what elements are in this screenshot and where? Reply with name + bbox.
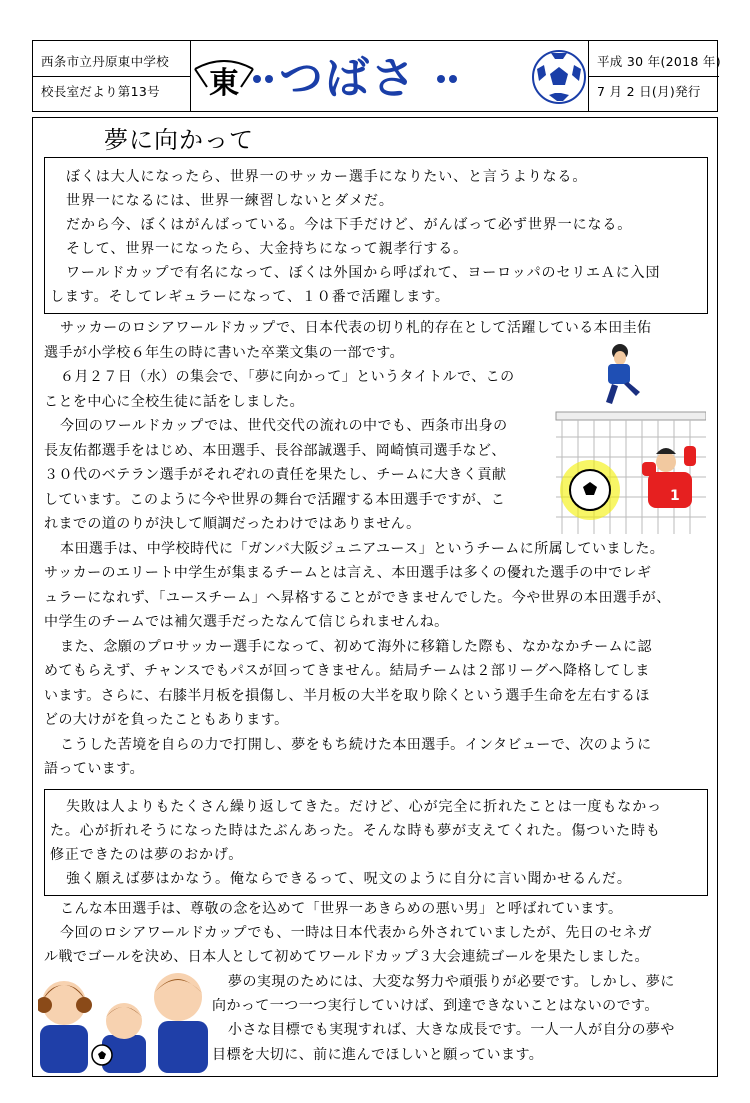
body-line: 今回のロシアワールドカップでも、一時は日本代表から外されていましたが、先日のセネガ: [60, 925, 653, 941]
body-line: 選手が小学校６年生の時に書いた卒業文集の一部です。: [44, 345, 405, 361]
quote2-line: 強く願えば夢はかなう。俺ならできるって、呪文のように自分に言い聞かせるんだ。: [66, 871, 632, 887]
body-line: れまでの道のりが決して順調だったわけではありません。: [44, 516, 421, 532]
body-line: サッカーのエリート中学生が集まるチームとは言え、本田選手は多くの優れた選手の中でレギ: [44, 565, 652, 581]
body-line: 今回のワールドカップでは、世代交代の流れの中でも、西条市出身の: [60, 418, 508, 434]
body-line: ことを中心に全校生徒に話をしました。: [44, 394, 305, 410]
masthead-title-art: [251, 47, 511, 105]
quote1-line: そして、世界一になったら、大金持ちになって親孝行する。: [66, 241, 469, 257]
quote2-line: 失敗は人よりもたくさん繰り返してきた。だけど、心が完全に折れたことは一度もなかっ: [66, 799, 662, 815]
body-line: サッカーのロシアワールドカップで、日本代表の切り札的存在として活躍している本田圭佑: [60, 320, 652, 336]
masthead-title-cell: [191, 41, 588, 111]
article-title: 夢に向かって: [104, 126, 254, 154]
publish-year: 平成 30 年(2018 年): [597, 54, 721, 69]
school-emblem-icon: [193, 47, 255, 105]
body-line: 向かって一つ一つ実行していけば、到達できないことはないのです。: [212, 998, 659, 1014]
masthead-header: [32, 40, 721, 112]
body-line: ６月２７日（水）の集会で、「夢に向かって」というタイトルで、この: [60, 369, 515, 385]
school-info-cell: [33, 41, 191, 111]
body-line: 本田選手は、中学校時代に「ガンバ大阪ジュニアユース」というチームに所属していました。: [60, 541, 665, 557]
body-line: また、念願のプロサッカー選手になって、初めて海外に移籍した際も、なかなかチームに認: [60, 639, 652, 655]
body-line: 語っています。: [44, 761, 145, 777]
body-line: 夢の実現のためには、大変な努力や頑張りが必要です。しかし、夢に: [228, 974, 675, 990]
quote2-line: た。心が折れそうになった時はたぶんあった。そんな時も夢が支えてくれた。傷ついた時も: [50, 823, 661, 839]
soccer-ball-icon: [531, 47, 589, 107]
quote1-line: だから今、ぼくはがんばっている。今は下手だけど、がんばって必ず世界一になる。: [66, 217, 633, 233]
newsletter-issue: 校長室だより第13号: [41, 84, 160, 99]
body-line: ル戦でゴールを決め、日本人として初めてワールドカップ３大会連続ゴールを果たしました。: [44, 949, 649, 965]
body-line: こんな本田選手は、尊敬の念を込めて「世界一あきらめの悪い男」と呼ばれています。: [60, 901, 623, 917]
school-name: 西条市立丹原東中学校: [41, 54, 170, 69]
quote1-line: ワールドカップで有名になって、ぼくは外国から呼ばれて、ヨーロッパのセリエＡに入団: [66, 265, 661, 281]
soccer-goal-illustration: [548, 342, 706, 534]
body-line: ３０代のベテラン選手がそれぞれの責任を果たし、チームに大きく貢献: [44, 467, 507, 483]
masthead-title: つばさ: [279, 53, 417, 104]
publish-date: 7 月 2 日(月)発行: [597, 84, 701, 99]
body-line: 目標を大切に、前に進んでほしいと願っています。: [212, 1047, 544, 1063]
body-line: こうした苦境を自らの力で打開し、夢をもち続けた本田選手。インタビューで、次のように: [60, 737, 652, 753]
date-cell: [588, 41, 719, 111]
svg-text:1: 1: [670, 488, 680, 504]
logo-char: 東: [209, 66, 239, 101]
quote1-line: します。そしてレギュラーになって、１０番で活躍します。: [50, 289, 450, 305]
quote1-line: 世界一になるには、世界一練習しないとダメだ。: [66, 193, 394, 209]
body-line: 中学生のチームでは補欠選手だったなんて信じられませんね。: [44, 614, 449, 630]
quote1-line: ぼくは大人になったら、世界一のサッカー選手になりたい、と言うよりなる。: [66, 169, 588, 185]
quote2-line: 修正できたのは夢のおかげ。: [50, 847, 244, 863]
body-line: 長友佑都選手をはじめ、本田選手、長谷部誠選手、岡崎慎司選手など、: [44, 443, 506, 459]
body-line: めてもらえず、チャンスでもパスが回ってきません。結局チームは２部リーグへ降格してしま: [44, 663, 650, 679]
body-line: います。さらに、右膝半月板を損傷し、半月板の大半を取り除くという選手生命を左右するほ: [44, 688, 650, 704]
family-fans-illustration: [38, 963, 208, 1073]
body-line: しています。このように今や世界の舞台で活躍する本田選手ですが、こ: [44, 492, 506, 508]
body-line: どの大けがを負ったこともあります。: [44, 712, 289, 728]
body-line: 小さな目標でも実現すれば、大きな成長です。一人一人が自分の夢や: [228, 1022, 675, 1038]
body-line: ュラーになれず、「ユースチーム」へ昇格することができませんでした。今や世界の本田選手が、: [44, 590, 671, 606]
